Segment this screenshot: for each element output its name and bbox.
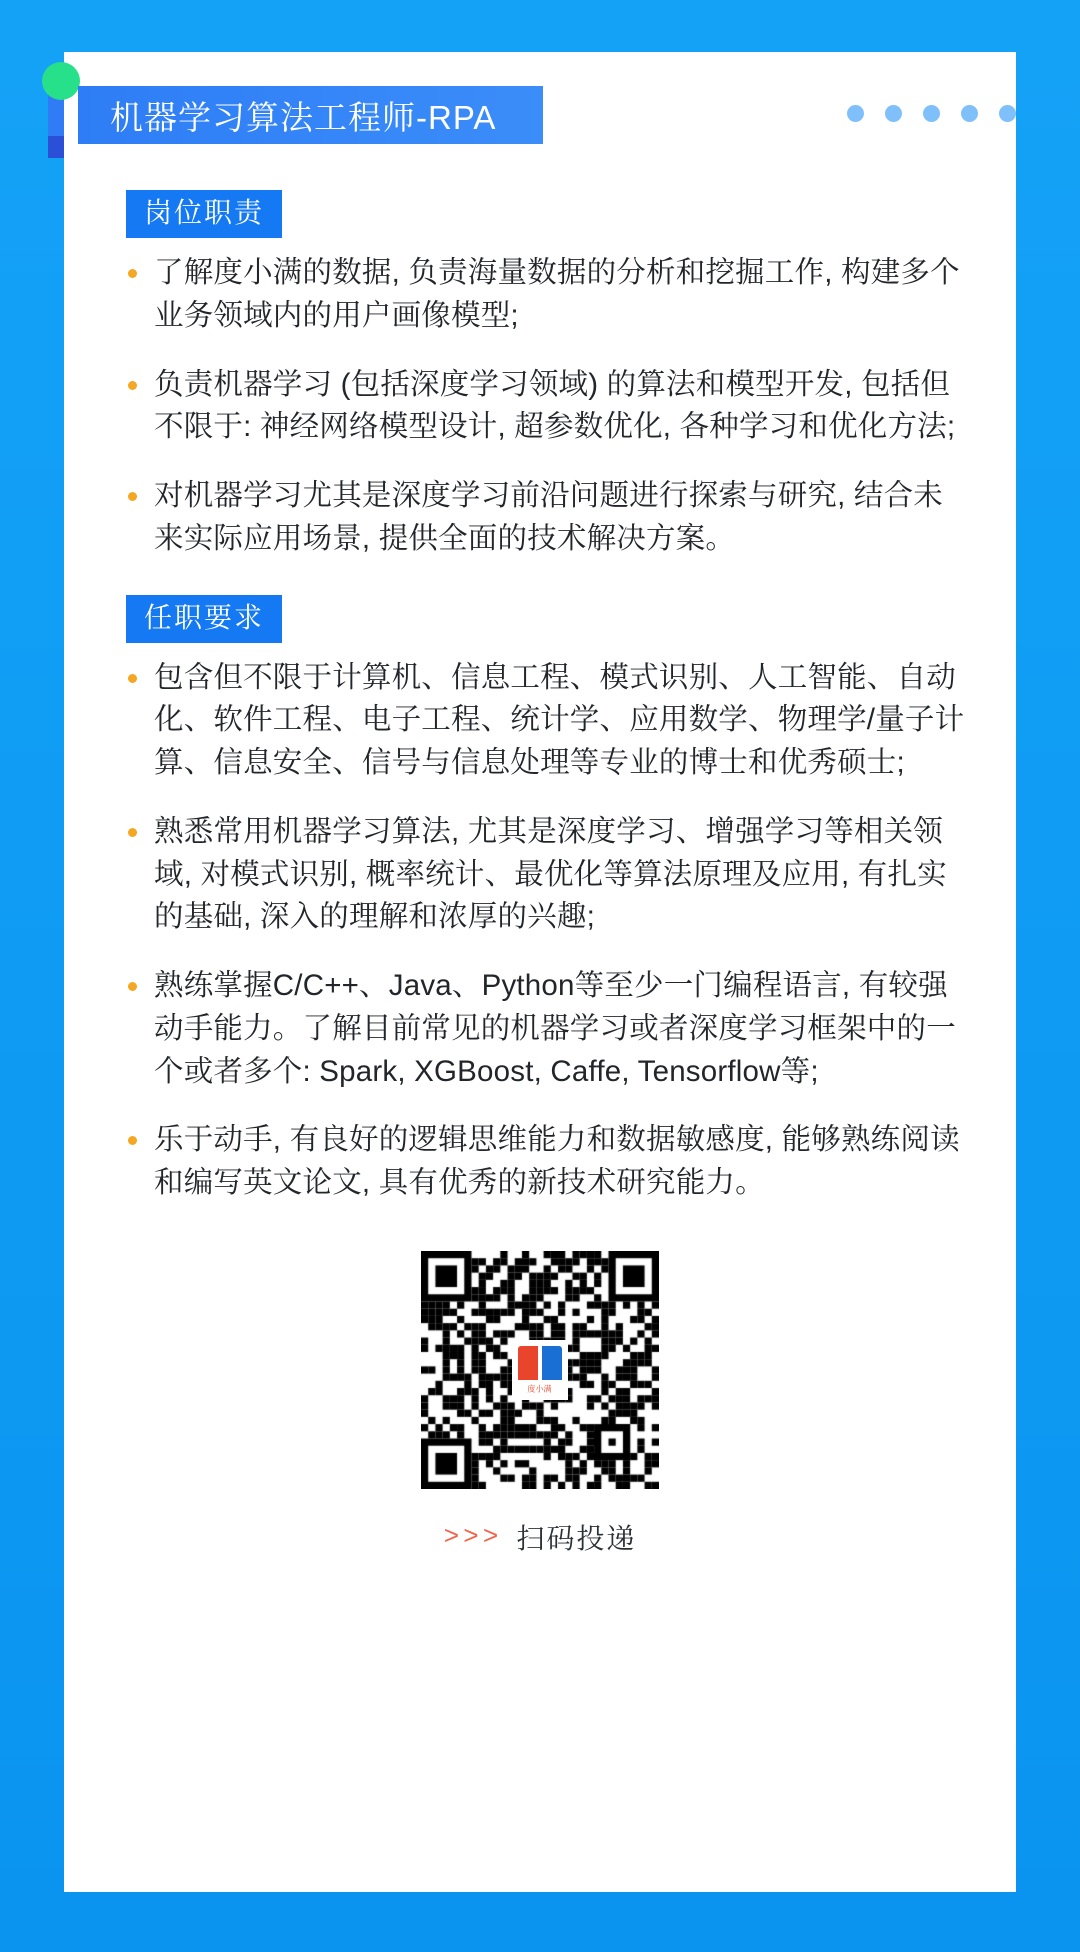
header-dot-icon <box>999 105 1016 122</box>
header-dot-icon <box>923 105 940 122</box>
page-title: 机器学习算法工程师-RPA <box>110 98 497 136</box>
list-item: 负责机器学习 (包括深度学习领域) 的算法和模型开发, 包括但不限于: 神经网络模型设计, 超参数优化, 各种学习和优化方法; <box>124 364 968 450</box>
list-item: 乐于动手, 有良好的逻辑思维能力和数据敏感度, 能够熟练阅读和编写英文论文, 具有优秀的新技术研究能力。 <box>124 1119 968 1205</box>
section-tag-label: 岗位职责 <box>126 190 282 238</box>
header-dots <box>847 105 1016 122</box>
header-dot-icon <box>847 105 864 122</box>
requirements-list <box>112 657 968 1205</box>
book-icon <box>518 1346 562 1380</box>
scan-caption-row <box>444 1517 637 1557</box>
scan-caption: 扫码投递 <box>516 1523 637 1555</box>
list-item: 了解度小满的数据, 负责海量数据的分析和挖掘工作, 构建多个业务领域内的用户画像模型; <box>124 252 968 338</box>
header-dot-icon <box>885 105 902 122</box>
list-item: 包含但不限于计算机、信息工程、模式识别、人工智能、自动化、软件工程、电子工程、统计学、应用数学、物理学/量子计算、信息安全、信号与信息处理等专业的博士和优秀硕士; <box>124 657 968 785</box>
section-tag-label: 任职要求 <box>126 595 282 643</box>
header-dot-icon <box>961 105 978 122</box>
content-body <box>64 150 1016 1557</box>
qr-center-logo <box>512 1340 568 1400</box>
title-bar <box>78 86 543 144</box>
arrows-icon: >>> <box>443 1522 503 1553</box>
qr-area <box>112 1251 968 1557</box>
section-header-responsibilities <box>126 190 968 238</box>
list-item: 对机器学习尤其是深度学习前沿问题进行探索与研究, 结合未来实际应用场景, 提供全面的技术解决方案。 <box>124 475 968 561</box>
section-header-requirements <box>126 595 968 643</box>
green-dot-decor <box>42 62 80 100</box>
qr-logo-brand: 度小满 <box>527 1383 553 1393</box>
qr-code[interactable] <box>421 1251 659 1489</box>
list-item: 熟练掌握C/C++、Java、Python等至少一门编程语言, 有较强动手能力。了解目前常见的机器学习或者深度学习框架中的一个或者多个: Spark, XGBoost, Caffe, Tensorflow等; <box>124 965 968 1093</box>
responsibilities-list <box>112 252 968 561</box>
list-item: 熟悉常用机器学习算法, 尤其是深度学习、增强学习等相关领域, 对模式识别, 概率统计、最优化等算法原理及应用, 有扎实的基础, 深入的理解和浓厚的兴趣; <box>124 811 968 939</box>
